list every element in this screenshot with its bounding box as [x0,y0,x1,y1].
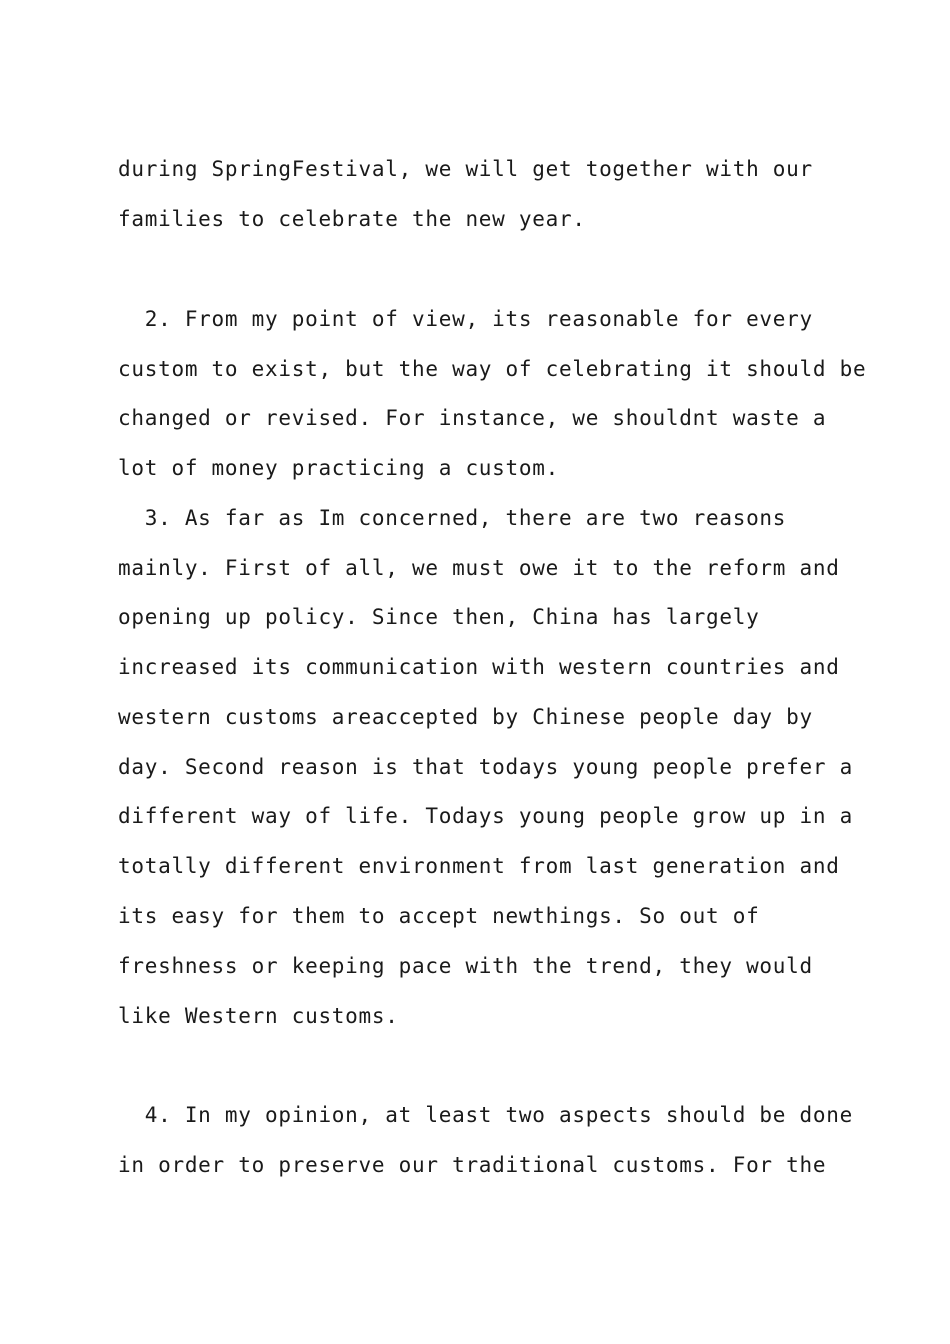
text-line: freshness or keeping pace with the trend, they would [118,954,813,978]
text-line: totally different environment from last generation and [118,854,840,878]
text-line: during SpringFestival, we will get together with our [118,157,813,181]
text-line: 3. As far as Im concerned, there are two reasons [118,506,787,530]
text-line: 4. In my opinion, at least two aspects should be done [118,1103,853,1127]
text-line: western customs areaccepted by Chinese people day by [118,705,813,729]
text-line: 2. From my point of view, its reasonable for every [118,307,813,331]
text-line: like Western customs. [118,1004,399,1028]
text-line: day. Second reason is that todays young people prefer a [118,755,853,779]
text-line: different way of life. Todays young people grow up in a [118,804,853,828]
text-line: families to celebrate the new year. [118,207,586,231]
text-line: opening up policy. Since then, China has largely [118,605,760,629]
text-line: custom to exist, but the way of celebrating it should be [118,357,867,381]
text-line: in order to preserve our traditional customs. For the [118,1153,827,1177]
text-line: mainly. First of all, we must owe it to the reform and [118,556,840,580]
text-line: its easy for them to accept newthings. So out of [118,904,760,928]
text-line: lot of money practicing a custom. [118,456,559,480]
text-line: increased its communication with western countries and [118,655,840,679]
text-line: changed or revised. For instance, we shouldnt waste a [118,406,827,430]
